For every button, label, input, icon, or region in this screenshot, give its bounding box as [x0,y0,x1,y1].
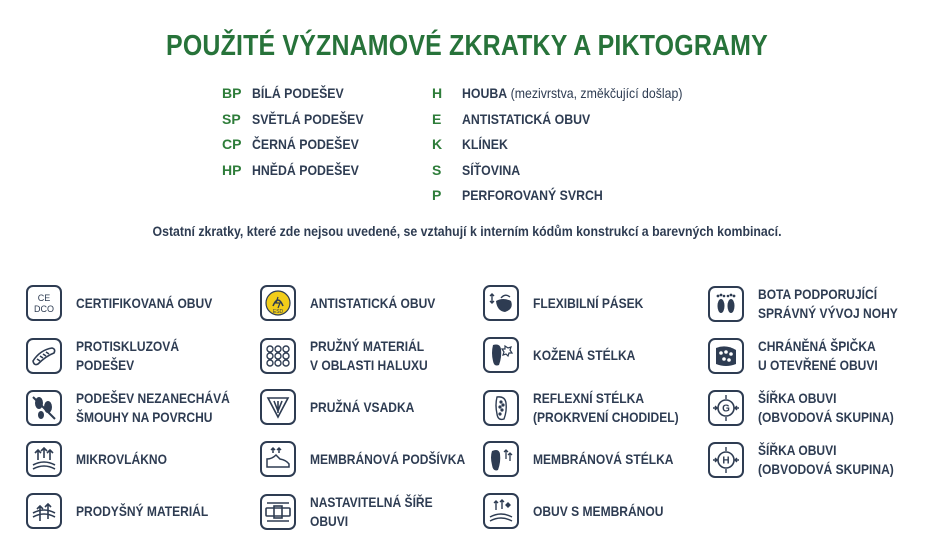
label-line: PRUŽNÝ MATERIÁL [310,338,425,354]
abbrev-text: PERFOROVANÝ SVRCH [462,187,603,203]
abbrev-row [432,132,713,158]
membrane-lining-icon [260,441,296,477]
pictogram-protected-toe [708,337,897,375]
label-line: PRUŽNÁ VSADKA [310,398,415,415]
abbrev-text: SVĚTLÁ PODEŠEV [252,110,364,127]
abbrev-row [222,81,379,107]
footprints-icon [708,286,744,322]
abbrev-code: S [432,161,442,178]
abbrev-code: P [432,187,442,203]
label-line: REFLEXNÍ STÉLKA [533,390,645,406]
label-line: ŠÍŘKA OBUVI [758,390,837,406]
pictogram-elastic-insert [260,389,431,425]
label-line: SPRÁVNÝ VÝVOJ NOHY [758,305,898,321]
pictogram-membrane-insole [483,441,696,477]
label-line: (PROKRVENÍ CHODIDEL) [533,409,679,425]
esd-mark-text: ESD [272,309,284,315]
pictogram-reflex-insole [483,389,702,427]
note-text: Ostatní zkratky, které zde nejsou uvedené, se vztahují k interním kódům konstrukcí a barevných kombinací. [152,223,782,239]
label-line: (OBVODOVÁ SKUPINA) [758,409,894,425]
abbrev-row [432,183,713,209]
pictogram-width-g [708,389,916,427]
pictogram-certified [26,285,234,321]
pictogram-label [76,450,167,469]
width-g-letter: G [722,403,730,415]
pictogram-label [310,294,435,313]
pictogram-label [310,337,428,375]
pictogram-label [533,502,663,521]
ce-mark-text: CE [37,293,51,303]
abbrev-code: SP [222,110,241,127]
pictogram-label [76,294,212,313]
label-line: U OTEVŘENÉ OBUVI [758,357,878,373]
pictogram-flexible-strap [483,285,661,321]
pictogram-label [76,389,230,427]
pictogram-leather-insole [483,337,652,373]
pictogram-breathable [26,493,230,529]
pictogram-width-h [708,441,916,479]
non-marking-sole-icon [26,390,62,426]
pictogram-label [310,450,465,469]
label-line: CERTIFIKOVANÁ OBUV [76,294,213,311]
pictogram-label [758,389,894,427]
abbrev-row [222,132,379,158]
pictogram-label [758,285,898,323]
abbrev-code: E [432,110,442,127]
abbrev-row [432,81,713,107]
abbrev-code: H [432,85,443,101]
pictogram-label [533,389,679,427]
abbrev-label: HOUBA [462,85,508,101]
label-line: ŠÍŘKA OBUVI [758,442,837,458]
label-line: PODEŠEV NEZANECHÁVÁ [76,390,230,406]
pictogram-footprints [708,285,921,323]
abbrev-row [222,107,379,133]
label-line: PRODYŠNÝ MATERIÁL [76,502,209,519]
width-g-icon [708,390,744,426]
label-line: BOTA PODPORUJÍCÍ [758,286,878,302]
label-line: PODEŠEV [76,357,135,373]
abbrev-text [462,81,682,107]
anti-slip-sole-icon [26,338,62,374]
label-line: OBUVI [310,513,349,529]
pictogram-label [310,398,414,417]
width-h-icon [708,442,744,478]
abbrev-text: ČERNÁ PODEŠEV [252,136,359,152]
abbrev-row [432,107,713,133]
label-line: ANTISTATICKÁ OBUV [310,294,436,311]
abbrev-code: BP [222,85,242,101]
label-line: PROTISKLUZOVÁ [76,338,180,354]
pictogram-anti-slip [26,337,196,375]
membrane-insole-icon [483,441,519,477]
protected-toe-icon [708,338,744,374]
label-line: MIKROVLÁKNO [76,450,167,467]
abbrev-text: HNĚDÁ PODEŠEV [252,161,359,178]
pictogram-label [76,502,208,521]
pictogram-non-marking [26,389,255,427]
pictogram-label [758,337,878,375]
abbrev-code: K [432,136,443,152]
microfiber-icon [26,441,62,477]
pictogram-label [533,294,643,313]
pictogram-antistatic [260,285,456,321]
elastic-insert-icon [260,389,296,425]
label-line: KOŽENÁ STÉLKA [533,346,636,363]
abbrev-text: BÍLÁ PODEŠEV [252,85,344,101]
pictogram-membrane-lining [260,441,490,477]
label-line: V OBLASTI HALUXU [310,357,428,373]
pictogram-label [758,441,894,479]
abbrev-code: HP [222,161,242,178]
adjustable-width-icon [260,494,296,530]
abbrev-text: SÍŤOVINA [462,161,521,178]
page-title: POUŽITÉ VÝZNAMOVÉ ZKRATKY A PIKTOGRAMY [166,30,768,62]
circles-grid-icon [260,338,296,374]
label-line: FLEXIBILNÍ PÁSEK [533,294,644,311]
pictogram-microfiber [26,441,182,477]
abbreviations-materials [432,81,713,209]
reflex-insole-icon [483,390,519,426]
abbreviations-soles [222,81,379,183]
pictogram-label [533,346,635,365]
pictogram-elastic-hallux [260,337,447,375]
dco-mark-text: DCO [34,304,54,314]
label-line: (OBVODOVÁ SKUPINA) [758,461,894,477]
label-line: MEMBRÁNOVÁ STÉLKA [533,450,674,467]
pictogram-membrane-shoe [483,493,685,529]
abbrev-text: ANTISTATICKÁ OBUV [462,110,591,127]
pictogram-label [533,450,673,469]
width-h-letter: H [722,455,730,467]
abbrev-code: CP [222,136,242,152]
label-line: CHRÁNĚNÁ ŠPIČKA [758,338,876,354]
leather-insole-icon [483,337,519,373]
ce-dco-icon [26,285,62,321]
breathable-material-icon [26,493,62,529]
abbrev-row [222,158,379,184]
pictogram-label [310,493,433,531]
label-line: OBUV S MEMBRÁNOU [533,502,664,519]
abbrev-row [432,158,713,184]
label-line: NASTAVITELNÁ ŠÍŘE [310,494,433,510]
abbrev-text: KLÍNEK [462,136,508,152]
flexible-strap-icon [483,285,519,321]
label-line: ŠMOUHY NA POVRCHU [76,409,213,425]
pictogram-label [76,337,179,375]
pictogram-adjustable-width [260,493,453,531]
antistatic-esd-icon [260,285,296,321]
membrane-shoe-icon [483,493,519,529]
abbrev-detail: (mezivrstva, změkčující došlap) [507,85,683,101]
label-line: MEMBRÁNOVÁ PODŠÍVKA [310,450,466,467]
